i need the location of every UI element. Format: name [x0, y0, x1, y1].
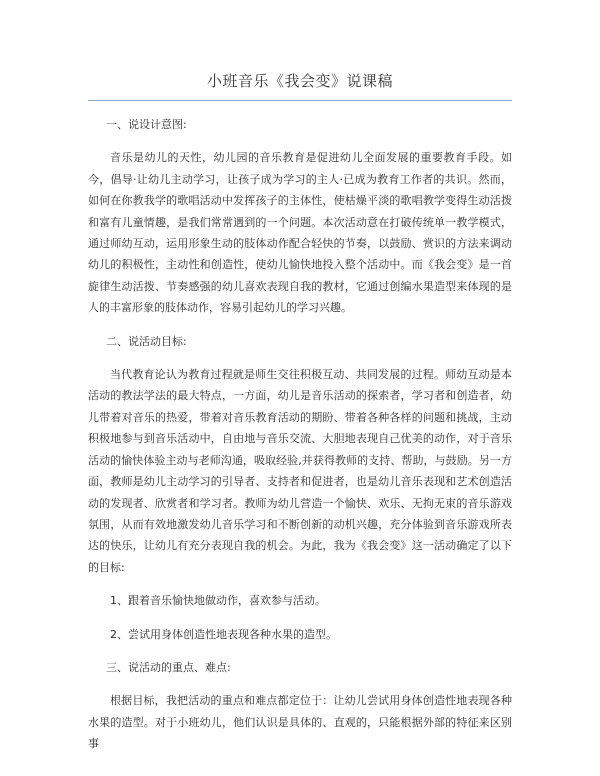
page-title: 小班音乐《我会变》说课稿	[206, 72, 393, 90]
section-heading-key-points: 三、说活动的重点、难点:	[106, 660, 231, 674]
section-heading-design-intent: 一、说设计意图:	[106, 118, 187, 131]
goal-item-2: 2、尝试用身体创造性地表现各种水果的造型。	[110, 627, 337, 641]
section-heading-goals: 二、说活动目标:	[106, 334, 187, 348]
paragraph-goals: 当代教育论认为教育过程就是师生交往积极互动、共同发展的过程。师幼互动是本活动的教法学法的最大特点，一方面，幼儿是音乐活动的探索者，学习者和创造者，幼儿带着对音乐的热爱，带着对音乐教育活动的期盼、带着各种各样的问题和挑战，主动积极地参与到音乐活动中，自由地与音乐交流、大胆地表现自己优美的动作，对于音乐活动的愉快体验主动与老师沟通，吸取经验,并获得教师的支持、帮助，与鼓励。另一方面，教师是幼儿主动学习的引导者、支持者和促进者，也是幼儿音乐表现和艺术创造活动的发现者、欣赏者和学习者。教师为幼儿营造一个愉快、欢乐、无拘无束的音乐游戏氛围，从而有效地激发幼儿音乐学习和不断创新的动机兴趣，充分体验到音乐游戏所表达的快乐，让幼儿有充分表现自我的机会。为此，我为《我会变》这一活动确定了以下的目标:	[88, 368, 512, 574]
title-bar	[88, 70, 512, 101]
paragraph-design-intent: 音乐是幼儿的天性，幼儿园的音乐教育是促进幼儿全面发展的重要教育手段。如今，倡导·让幼儿主动学习，让孩子成为学习的主人·已成为教育工作者的共识。然而，如何在你教我学的歌唱活动中发挥孩子的主体性，使枯燥平淡的歌唱教学变得生动活拨和富有儿童情趣，是我们常常遇到的一个问题。本次活动意在打破传统单一教学模式，通过师幼互动，运用形象生动的肢体动作配合轻快的节奏，以鼓励、赏识的方法来调动幼儿的积极性，主动性和创造性，使幼儿愉快地投入整个活动中。而《我会变》是一首旋律生动活拨、节奏感强的幼儿喜欢表现自我的教材，它通过创编水果造型来体现的是人的丰富形象的肢体动作，容易引起幼儿的学习兴趣。	[88, 151, 512, 315]
goal-item-1: 1、跟着音乐愉快地做动作，喜欢参与活动。	[110, 594, 326, 608]
paragraph-key-points: 根据目标，我把活动的重点和难点都定位于：让幼儿尝试用身体创造性地表现各种水果的造型。对于小班幼儿，他们认识是具体的、直观的，只能根据外部的特征来区别事	[88, 694, 512, 751]
document-body	[88, 114, 512, 767]
